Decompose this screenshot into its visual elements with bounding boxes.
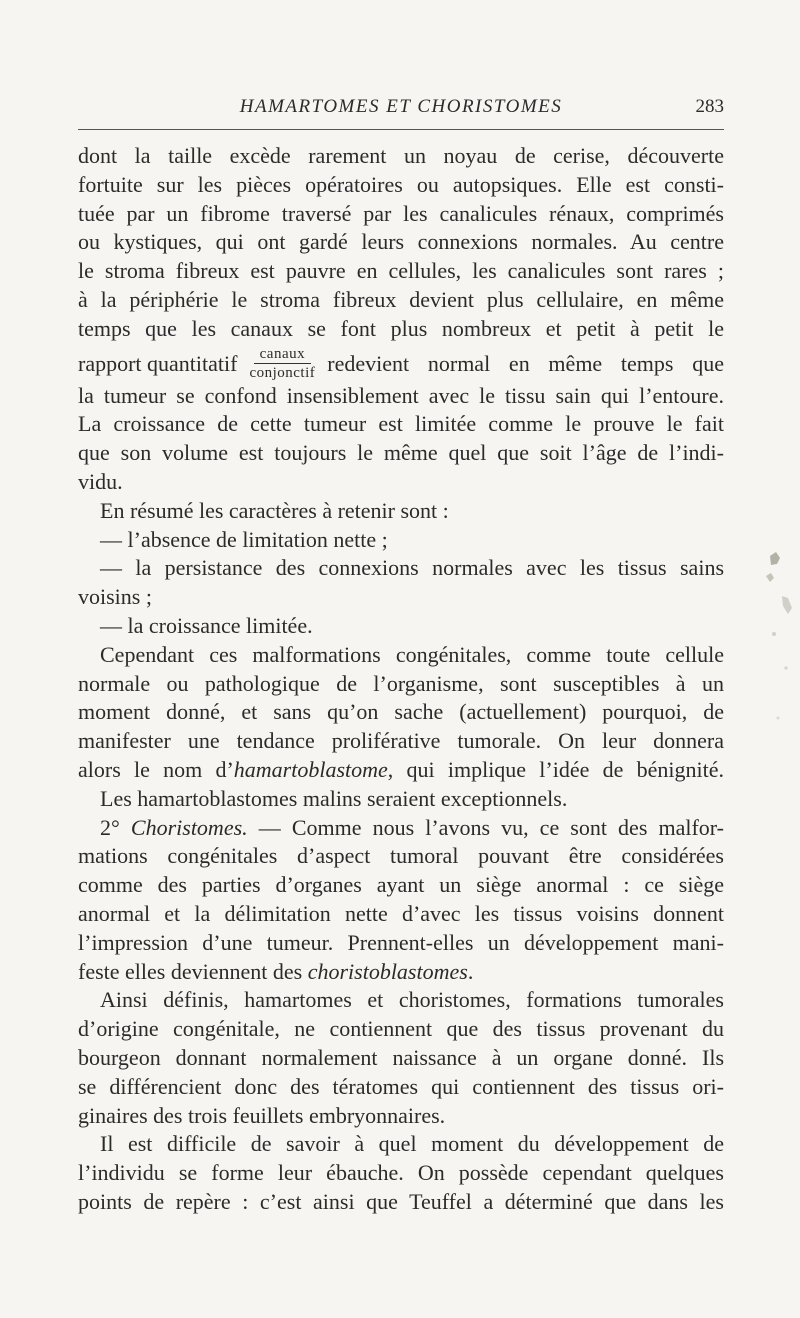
text-line: fortuite sur les pièces opératoires ou autopsiques. Elle est consti-: [78, 171, 724, 197]
page-body: [78, 142, 724, 1217]
text-span: , qui implique l’idée de bénignité.: [387, 756, 724, 782]
text-line: voisins ;: [78, 584, 152, 610]
text-line: ginaires des trois feuillets embryonnaires.: [78, 1102, 446, 1128]
text-span: alors le nom d’: [78, 756, 234, 782]
section-title: Choristomes.: [130, 814, 248, 840]
fraction-numerator: canaux: [254, 346, 311, 364]
text-line: mations congénitales d’aspect tumoral pouvant être considérées: [78, 843, 724, 869]
page-number: 283: [695, 96, 724, 117]
text-line: En résumé les caractères à retenir sont :: [100, 497, 449, 523]
text-line: Cependant ces malformations congénitales, comme toute cellule: [100, 641, 724, 667]
fraction-denominator: conjonctif: [249, 365, 316, 382]
section-number: 2°: [100, 814, 120, 840]
text-line: la tumeur se confond insensiblement avec le tissu sain qui l’entoure.: [78, 382, 724, 408]
page-stain: [756, 548, 796, 728]
text-line: vidu.: [78, 468, 123, 494]
list-item: — l’absence de limitation nette ;: [100, 526, 388, 552]
text-line: comme des parties d’organes ayant un siège anormal : ce siège: [78, 872, 724, 898]
text-line: Ainsi définis, hamartomes et choristomes, formations tumorales: [100, 987, 724, 1013]
text-line: dont la taille excède rarement un noyau de cerise, découverte: [78, 143, 724, 168]
header-rule: [78, 129, 724, 130]
text-line: Les hamartoblastomes malins seraient exceptionnels.: [100, 785, 568, 811]
text-line: le stroma fibreux est pauvre en cellules, les canalicules sont rares ;: [78, 258, 724, 284]
text-line: normale ou pathologique de l’organisme, sont susceptibles à un: [78, 670, 724, 696]
text-line: anormal et la délimitation nette d’avec les tissus voisins donnent: [78, 900, 724, 926]
text-line: se différencient donc des tératomes qui contiennent des tissus ori-: [78, 1073, 724, 1099]
text-span: feste elles deviennent des: [78, 958, 308, 984]
text-line: [78, 756, 724, 785]
section-heading-line: [78, 814, 724, 843]
running-title: HAMARTOMES ET CHORISTOMES: [239, 96, 563, 117]
running-header: [78, 96, 724, 120]
fraction-prefix: rapport quantitatif: [78, 350, 238, 376]
text-line: Il est difficile de savoir à quel moment du développement de: [100, 1131, 724, 1157]
fraction-suffix: [327, 340, 724, 388]
list-item: — la croissance limitée.: [100, 612, 313, 638]
text-line: ou kystiques, qui ont gardé leurs connexions normales. Au centre: [78, 229, 724, 255]
term-choristoblastomes: choristoblastomes: [307, 958, 468, 984]
list-item: — la persistance des connexions normales avec les tissus sains: [100, 555, 724, 581]
term-hamartoblastome: hamartoblastome: [233, 756, 388, 782]
text-line: bourgeon donnant normalement naissance à un organe donné. Ils: [78, 1044, 724, 1070]
fraction-suffix-text: redevient normal en même temps que: [327, 350, 724, 376]
text-line: temps que les canaux se font plus nombreux et petit à petit le: [78, 315, 724, 341]
text-line: que son volume est toujours le même quel que soit l’âge de l’indi-: [78, 440, 724, 466]
text-line: La croissance de cette tumeur est limitée comme le prouve le fait: [78, 411, 724, 437]
text-line: [78, 958, 724, 987]
fraction: [243, 346, 321, 381]
text-line: tuée par un fibrome traversé par les canalicules rénaux, comprimés: [78, 200, 724, 226]
text-span: .: [467, 958, 474, 984]
text-line: manifester une tendance proliférative tumorale. On leur donnera: [78, 728, 724, 754]
text-line: moment donné, et sans qu’on sache (actuellement) pourquoi, de: [78, 699, 724, 725]
text-line: à la périphérie le stroma fibreux devient plus cellulaire, en même: [78, 286, 724, 312]
text-line: points de repère : c’est ainsi que Teuffel a déterminé que dans les: [78, 1188, 724, 1214]
fraction-line: [78, 340, 724, 388]
text-line: l’individu se forme leur ébauche. On possède cependant quelques: [78, 1160, 724, 1186]
text-span: — Comme nous l’avons vu, ce sont des malfor-: [247, 814, 725, 840]
text-line: d’origine congénitale, ne contiennent que des tissus provenant du: [78, 1016, 724, 1042]
text-line: l’impression d’une tumeur. Prennent-elles un développement mani-: [78, 929, 724, 955]
